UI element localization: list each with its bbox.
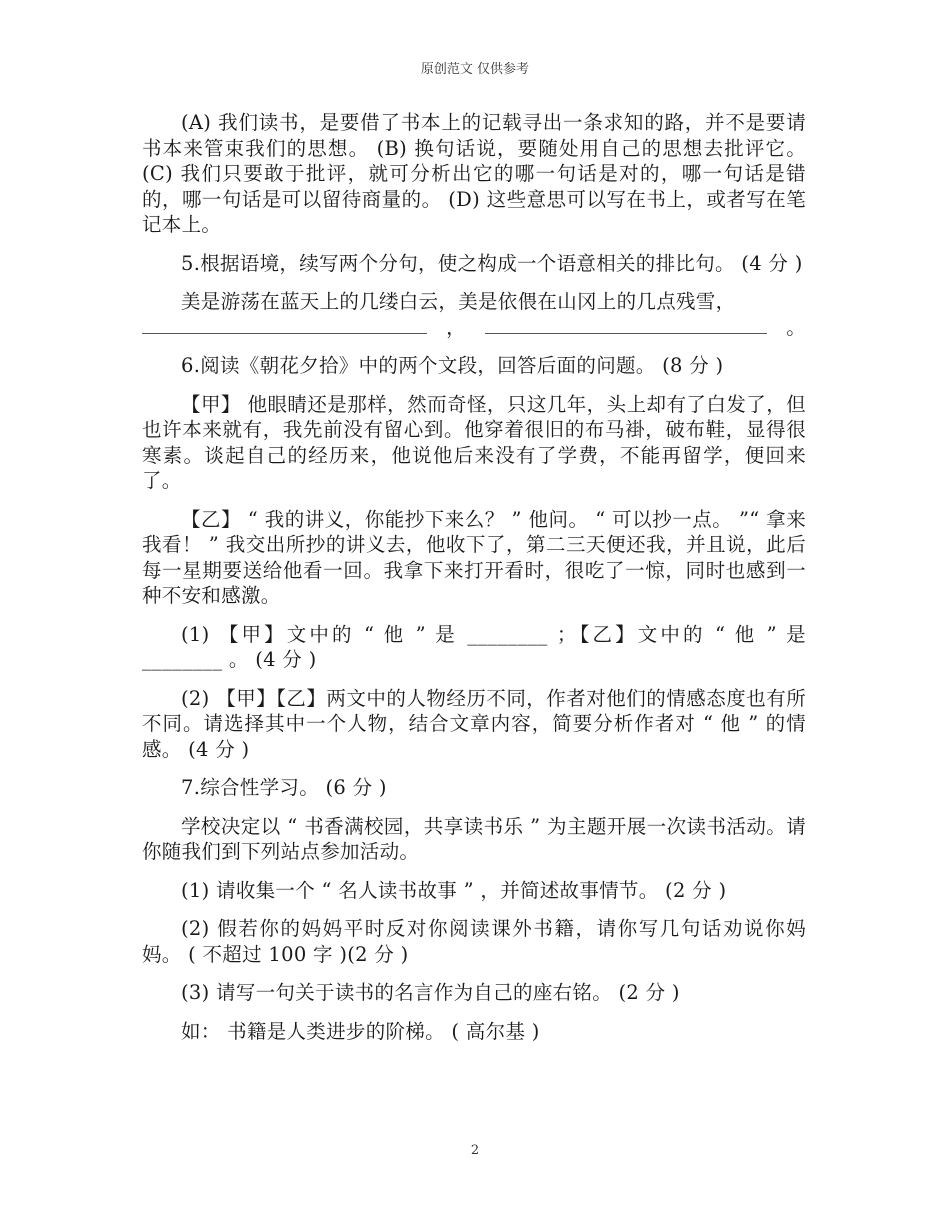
question-7-2: (2) 假若你的妈妈平时反对你阅读课外书籍，请你写几句话劝说你妈妈。 ( 不超过 100 字 )(2 分 ) (142, 917, 806, 966)
comma-mark: ， (446, 315, 466, 339)
period-mark: 。 (786, 315, 806, 339)
passage-jia: 【甲】 他眼睛还是那样，然而奇怪，只这几年，头上却有了白发了，但也许本来就有，我先前没有留心到。他穿着很旧的布马褂，破布鞋，显得很寒素。谈起自己的经历来，他说他后来没有了学费，不能再留学，便回来了。 (142, 392, 806, 492)
question-7-3: (3) 请写一句关于读书的名言作为自己的座右铭。 (2 分 ) (181, 981, 680, 1004)
question-5-prompt: 美是游荡在蓝天上的几缕白云，美是依偎在山冈上的几点残雪， (181, 290, 736, 313)
question-7: 7.综合性学习。 (6 分 ) (181, 776, 387, 799)
passage-paragraph: (A) 我们读书，是要借了书本上的记载寻出一条求知的路，并不是要请书本来管束我们的思想。 (B) 换句话说，要随处用自己的思想去批评它。 (C) 我们只要敢于批评，就可分析出它的哪一句话是对的，哪一句话是错的，哪一句话是可以留待商量的。 (D) 这些意思可以写在书上，或者写在笔记本上。 (142, 111, 806, 236)
question-7-1: (1) 请收集一个 “ 名人读书故事 ” ，并简述故事情节。 (2 分 ) (181, 878, 727, 902)
passage-yi: 【乙】 “ 我的讲义，你能抄下来么？ ” 他问。 “ 可以抄一点。 ”“ 拿来我看！ ” 我交出所抄的讲义去，他收下了，第二三天便还我，并且说，此后每一星期要送给他看一回。我拿下来打开看时，很吃了一惊，同时也感到一种不安和感激。 (142, 507, 806, 607)
question-7-intro: 学校决定以 “ 书香满校园，共享读书乐 ” 为主题开展一次读书活动。请你随我们到下列站点参加活动。 (142, 814, 806, 863)
question-5: 5.根据语境，续写两个分句，使之构成一个语意相关的排比句。 (4 分 ) (181, 251, 803, 275)
page-header: 原创范文 仅供参考 (420, 62, 530, 77)
question-5-blanks (142, 315, 806, 341)
question-6: 6.阅读《朝花夕拾》中的两个文段，回答后面的问题。 (8 分 ) (181, 354, 724, 377)
page-content (142, 110, 806, 1057)
answer-blank-1[interactable] (142, 332, 427, 334)
question-7-example: 如： 书籍是人类进步的阶梯。 ( 高尔基 ) (181, 1019, 540, 1043)
question-6-1: (1) 【甲】文中的 “ 他 ” 是 ________ ；【乙】文中的 “ 他 ” 是 ________ 。 (4 分 ) (142, 622, 806, 671)
page-number: 2 (470, 1143, 480, 1158)
answer-blank-2[interactable] (485, 332, 767, 334)
question-6-2: (2) 【甲】【乙】两文中的人物经历不同，作者对他们的情感态度也有所不同。请选择其中一个人物，结合文章内容，简要分析作者对 “ 他 ” 的情感。 (4 分 ) (142, 686, 806, 761)
